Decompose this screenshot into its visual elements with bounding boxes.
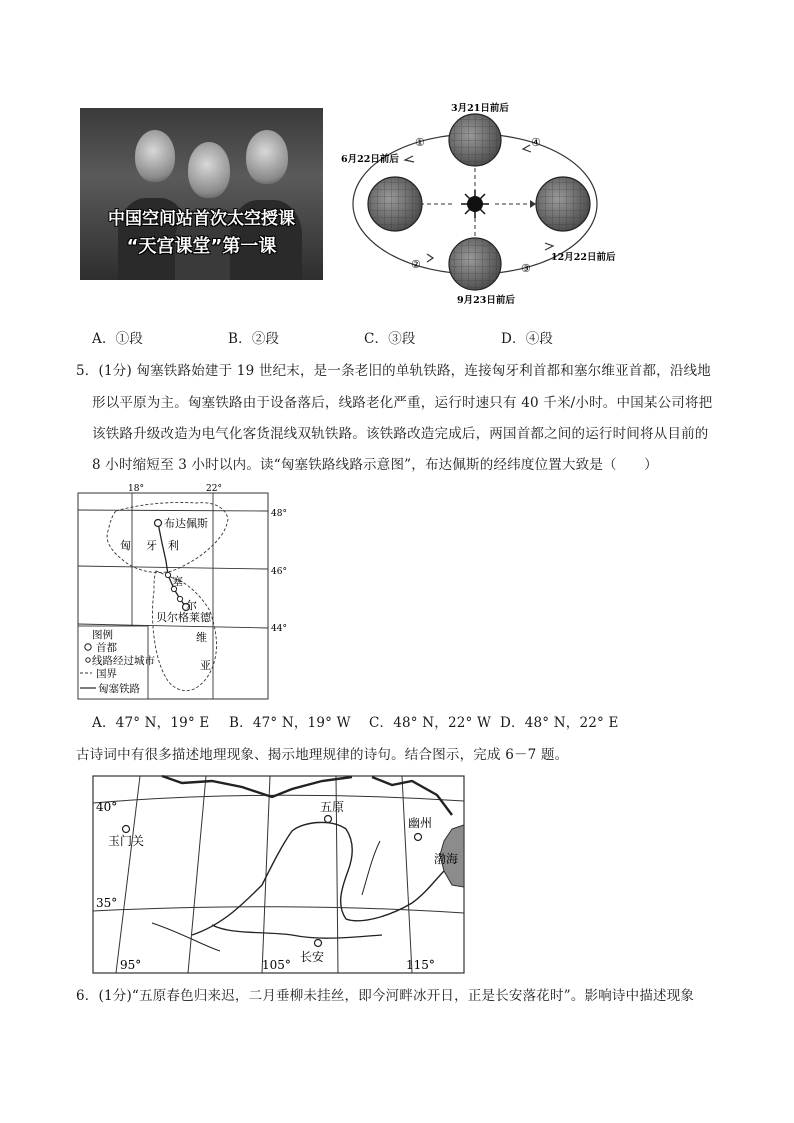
photo-title-line2: “天宫课堂”第一课: [126, 236, 277, 257]
legend-item-capital: 首都: [96, 642, 117, 654]
city-dot: [165, 572, 170, 577]
legend-item-railway: 匈塞铁路: [98, 683, 140, 695]
q5-option-c[interactable]: C．48° N，22° W: [369, 715, 492, 731]
earth-right: [536, 177, 590, 231]
orbit-arrow: [545, 243, 553, 250]
q4-option-d[interactable]: D．④段: [501, 331, 554, 347]
q4-options: [92, 325, 553, 354]
q5-option-d[interactable]: D．48° N，22° E: [500, 715, 619, 731]
city-label-belgrade: 贝尔格莱德: [156, 611, 211, 624]
country-char: 亚: [200, 659, 211, 672]
lat-label-48: 48°: [271, 509, 287, 519]
place-youzhou: 幽州: [408, 816, 433, 830]
city-dot: [177, 596, 182, 601]
sun-icon: [461, 190, 489, 218]
intro-questions-6-7: 古诗词中有很多描述地理现象、揭示地理规律的诗句。结合图示，完成 6－7 题。: [76, 747, 569, 763]
country-char: 匈: [120, 539, 131, 552]
segment-label-3: ③: [521, 262, 531, 275]
china-poem-map: [92, 775, 466, 975]
lat-label-46: 46°: [271, 567, 287, 577]
earth-top: [449, 114, 501, 166]
date-label-dec22: 12月22日前后: [551, 252, 616, 263]
q4-option-b[interactable]: B．②段: [228, 331, 280, 347]
lat-label-35: 35°: [96, 896, 118, 910]
country-char: 塞: [172, 575, 183, 588]
city-label-budapest: 布达佩斯: [164, 517, 208, 530]
lon-label-22: 22°: [206, 484, 222, 494]
date-label-mar21: 3月21日前后: [451, 103, 509, 114]
orbit-arrow: [523, 145, 531, 152]
q5-line-3: 该铁路升级改造为电气化客货混线双轨铁路。该铁路改造完成后，两国首都之间的运行时间将从目前的: [92, 426, 709, 442]
photo-title-line1: 中国空间站首次太空授课: [108, 209, 295, 229]
q5-line-1: 5．(1分) 匈塞铁路始建于 19 世纪末，是一条老旧的单轨铁路，连接匈牙利首都和塞尔维亚首都，沿线地: [76, 363, 711, 379]
place-wuyuan: 五原: [320, 800, 345, 814]
q4-option-c[interactable]: C．③段: [364, 331, 416, 347]
capital-budapest: [155, 520, 162, 527]
tiangong-class-photo: [80, 108, 323, 280]
place-bohai: 渤海: [434, 852, 459, 866]
q5-option-a[interactable]: A．47° N，19° E: [92, 715, 210, 731]
legend-item-city: 线路经过城市: [92, 655, 155, 667]
q5-options: [92, 709, 619, 738]
lon-label-95: 95°: [120, 958, 142, 972]
q4-option-a[interactable]: A．①段: [92, 331, 144, 347]
date-label-jun22: 6月22日前后: [341, 154, 399, 165]
q5-line-4: 8 小时缩短至 3 小时以内。读“匈塞铁路线路示意图”，布达佩斯的经纬度位置大致是（ ）: [92, 457, 658, 473]
country-char: 利: [168, 539, 179, 552]
country-char: 维: [196, 631, 207, 644]
segment-label-4: ④: [531, 136, 541, 149]
legend-item-border: 国界: [96, 668, 117, 680]
earth-left: [368, 177, 422, 231]
lon-label-18: 18°: [128, 484, 144, 494]
q5-option-b[interactable]: B．47° N，19° W: [229, 715, 351, 731]
place-changan: 长安: [300, 950, 325, 964]
country-char: 尔: [186, 599, 197, 612]
earth-bottom: [449, 238, 501, 290]
orbit-arrow: [427, 254, 433, 262]
orbit-arrow: [405, 156, 414, 162]
lon-label-115: 115°: [406, 958, 435, 972]
q6-line-1: 6．(1分)“五原春色归来迟，二月垂柳未挂丝，即今河畔冰开日，正是长安落花时”。影响诗中描述现象: [76, 988, 695, 1004]
earth-orbit-diagram: [335, 98, 625, 310]
lon-label-105: 105°: [262, 958, 291, 972]
q5-line-2: 形以平原为主。匈塞铁路由于设备落后，线路老化严重，运行时速只有 40 千米/小时。中国某公司将把: [92, 395, 713, 411]
segment-label-2: ②: [411, 258, 421, 271]
lat-label-44: 44°: [271, 624, 287, 634]
legend-title: 图例: [92, 629, 113, 641]
place-yumenguan: 玉门关: [108, 834, 145, 848]
arrow-right: [530, 200, 536, 208]
map-legend: [78, 626, 155, 699]
date-label-sep23: 9月23日前后: [457, 295, 515, 306]
segment-label-1: ①: [415, 136, 425, 149]
hungary-serbia-railway-map: [76, 483, 306, 701]
lat-label-40: 40°: [96, 800, 118, 814]
country-char: 牙: [146, 539, 157, 552]
